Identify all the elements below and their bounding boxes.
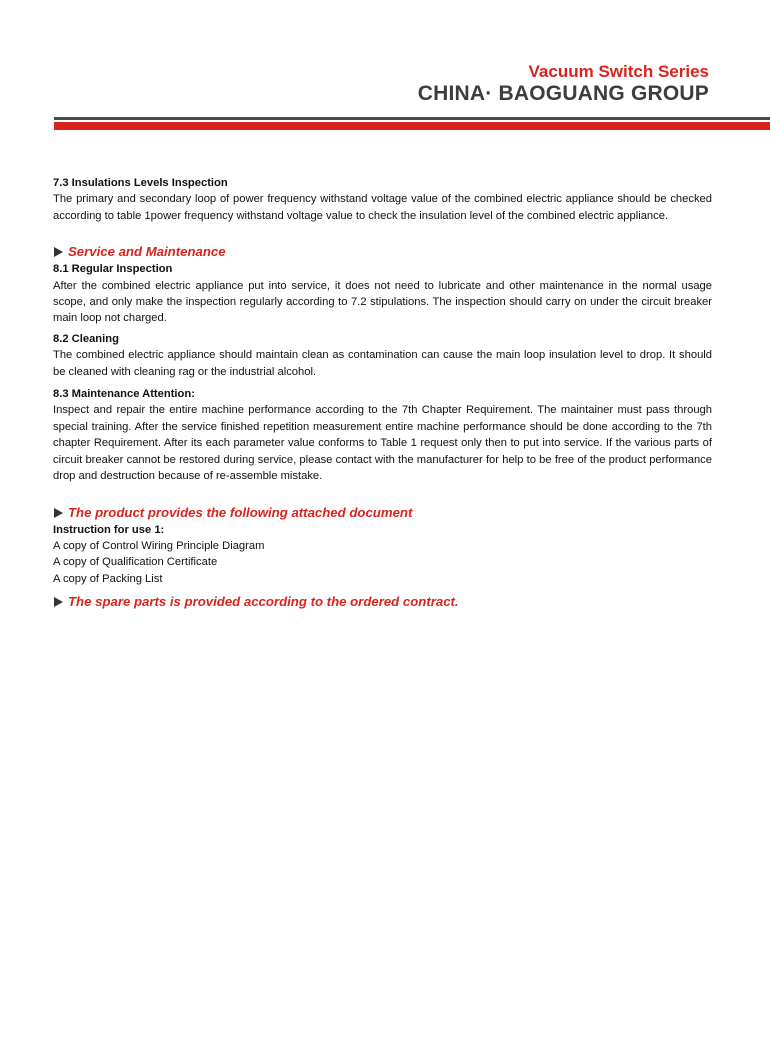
section-8-2-title: 8.2 Cleaning — [53, 332, 119, 345]
section-8-3-body: Inspect and repair the entire machine performance according to the 7th Chapter Requirement. The maintainer must pass through special training. After the service finished repetition measurement entire machine performance should be done according to the 7th chapter Requirement. After its each parameter value conforms to Table 1 request only then to put into service. If the various parts of circuit breaker cannot be restored during service, please contact with the manufacturer for help to be free of the product performance drop and destruction because of re-assemble mistake. — [53, 404, 712, 483]
triangle-bullet-icon — [54, 597, 63, 607]
section-8-1-title: 8.1 Regular Inspection — [53, 263, 173, 276]
document-list-item: A copy of Control Wiring Principle Diagram — [53, 539, 265, 552]
section-7-3-body: The primary and secondary loop of power frequency withstand voltage value of the combined electric appliance should be checked according to table 1power frequency withstand voltage value to check the insulation level of the combined electric appliance. — [53, 193, 712, 222]
attached-documents-heading-text: The product provides the following attached document — [68, 504, 413, 520]
service-maintenance-heading-text: Service and Maintenance — [68, 244, 226, 260]
document-body — [53, 175, 712, 611]
triangle-bullet-icon — [54, 247, 63, 257]
header-company-name: CHINA· BAOGUANG GROUP — [417, 82, 709, 105]
attached-documents-heading — [53, 504, 712, 522]
section-8-1-body: After the combined electric appliance put into service, it does not need to lubricate and other maintenance in the normal usage scope, and only make the inspection regularly according to 7.2 stipulations. The inspection should carry on under the circuit breaker main loop not charged. — [53, 279, 712, 325]
section-8-2-body: The combined electric appliance should maintain clean as contamination can cause the main loop insulation level to drop. It should be cleaned with cleaning rag or the industrial alcohol. — [53, 349, 712, 378]
service-maintenance-heading — [53, 243, 712, 261]
instruction-title: Instruction for use 1: — [53, 523, 165, 536]
section-8-3-title: 8.3 Maintenance Attention: — [53, 388, 195, 401]
header-series-title: Vacuum Switch Series — [528, 62, 709, 81]
header-rule-red — [54, 122, 770, 130]
section-7-3-title: 7.3 Insulations Levels Inspection — [53, 177, 228, 189]
spare-parts-heading — [53, 593, 712, 611]
header-rule-thin — [54, 117, 770, 120]
spare-parts-heading-text: The spare parts is provided according to the ordered contract. — [68, 594, 459, 610]
document-list-item: A copy of Qualification Certificate — [53, 556, 218, 569]
triangle-bullet-icon — [54, 508, 63, 518]
document-list-item: A copy of Packing List — [53, 572, 163, 585]
